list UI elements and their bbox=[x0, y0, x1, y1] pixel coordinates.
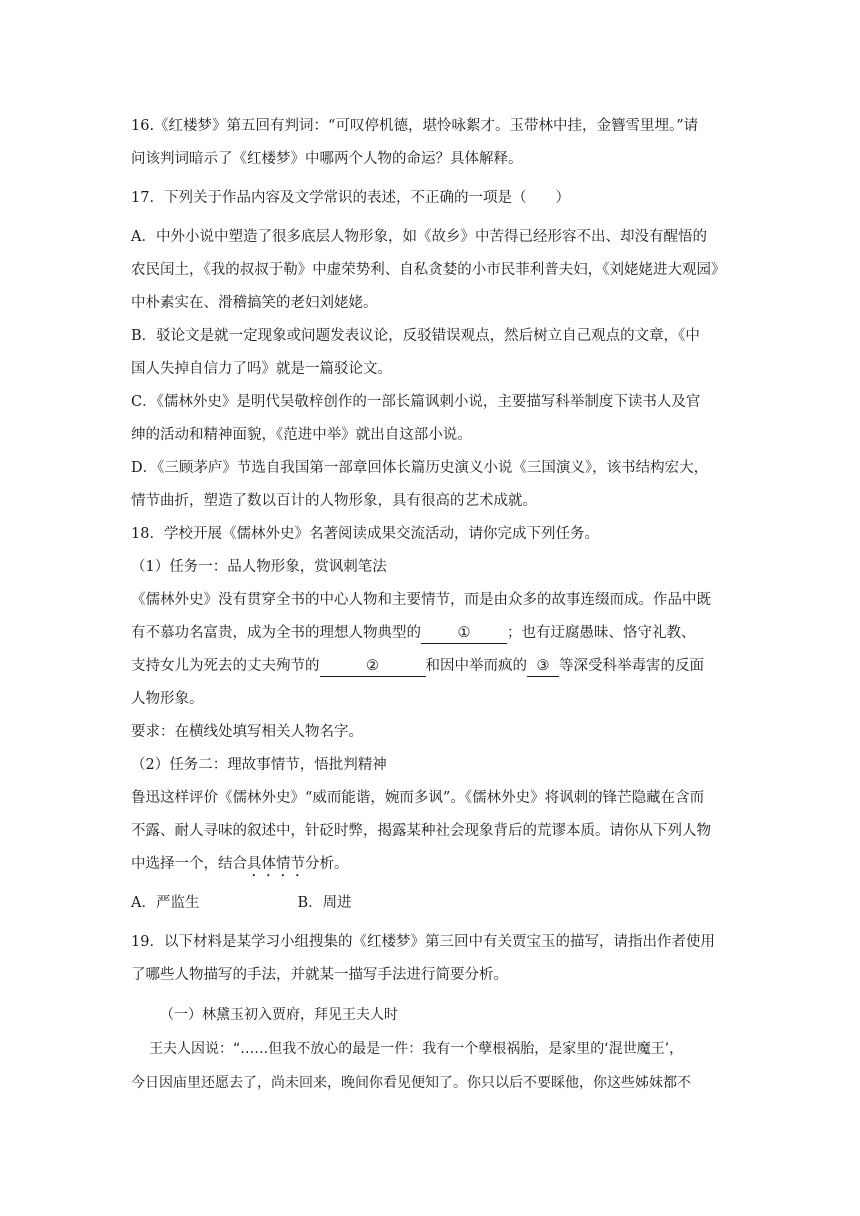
option-line: C．《儒林外史》是明代吴敬梓创作的一部长篇讽刺小说，主要描写科举制度下读书人及官 bbox=[131, 394, 701, 410]
task2-title: （2）任务二：理故事情节，悟批判精神 bbox=[131, 757, 387, 773]
task1-text: 有不慕功名富贵，成为全书的理想人物典型的 ① ；也有迂腐愚昧、恪守礼教、 bbox=[131, 617, 741, 650]
q17-stem: 17．下列关于作品内容及文学常识的表述，不正确的一项是（ ） bbox=[131, 190, 570, 206]
fill-blank-1[interactable]: ① bbox=[421, 623, 507, 644]
q19-line: 了哪些人物描写的手法，并就某一描写手法进行简要分析。 bbox=[131, 967, 508, 983]
excerpt-text: 王夫人因说：“……但我不放心的最是一件：我有一个孽根祸胎，是家里的‘混世魔王’， bbox=[149, 1041, 684, 1057]
excerpt-text: 今日因庙里还愿去了，尚未回来，晚间你看见便知了。你只以后不要睬他，你这些姊妹都不 bbox=[131, 1075, 691, 1091]
question-16 bbox=[131, 110, 741, 176]
question-18 bbox=[131, 518, 741, 920]
option-line: A．中外小说中塑造了很多底层人物形象，如《故乡》中苦得已经形容不出、却没有醒悟的 bbox=[131, 229, 707, 245]
q16-line: 16.《红楼梦》第五回有判词：“可叹停机德，堪怜咏絮才。玉带林中挂，金簪雪里埋。”请 bbox=[131, 118, 699, 134]
option-line: 农民闰土，《我的叔叔于勒》中虚荣势利、自私贪婪的小市民菲利普夫妇，《刘姥姥进大观园》 bbox=[131, 262, 726, 278]
task2-text: 鲁迅这样评价《儒林外史》“威而能谐，婉而多讽”。《儒林外史》将讽刺的锋芒隐藏在含而 bbox=[131, 790, 705, 806]
question-19 bbox=[131, 926, 741, 1100]
q18-stem: 18．学校开展《儒林外史》名著阅读成果交流活动，请你完成下列任务。 bbox=[131, 526, 599, 542]
task1-title: （1）任务一：品人物形象，赏讽刺笔法 bbox=[131, 559, 387, 575]
option-line: 情节曲折，塑造了数以百计的人物形象，具有很高的艺术成就。 bbox=[131, 493, 537, 509]
q19-line: 19．以下材料是某学习小组搜集的《红楼梦》第三回中有关贾宝玉的描写，请指出作者使用 bbox=[131, 934, 715, 950]
q17-option-c bbox=[131, 386, 741, 452]
task2-text: 中选择一个，结合具体情节分析。 bbox=[131, 856, 349, 872]
fill-blank-2[interactable]: ② bbox=[320, 656, 426, 677]
task1-requirement: 要求：在横线处填写相关人物名字。 bbox=[131, 724, 363, 740]
q17-option-d bbox=[131, 452, 741, 518]
question-17 bbox=[131, 182, 741, 518]
q18-options bbox=[131, 887, 741, 920]
choice-a[interactable]: A．严监生 bbox=[131, 895, 200, 911]
option-line: 国人失掉自信力了吗》就是一篇驳论文。 bbox=[131, 361, 392, 377]
option-line: D．《三顾茅庐》节选自我国第一部章回体长篇历史演义小说《三国演义》，该书结构宏大， bbox=[131, 460, 709, 476]
q17-option-a bbox=[131, 221, 741, 320]
task2-text: 不露、耐人寻味的叙述中，针砭时弊，揭露某种社会现象背后的荒谬本质。请你从下列人物 bbox=[131, 823, 711, 839]
option-line: 绅的活动和精神面貌，《范进中举》就出自这部小说。 bbox=[131, 427, 472, 443]
q16-line: 问该判词暗示了《红楼梦》中哪两个人物的命运？具体解释。 bbox=[131, 151, 523, 167]
task1-text: 人物形象。 bbox=[131, 691, 204, 707]
option-line: B．驳论文是就一定现象或问题发表议论，反驳错误观点，然后树立自己观点的文章，《中 bbox=[131, 328, 700, 344]
fill-blank-3[interactable]: ③ bbox=[527, 656, 559, 677]
choice-b[interactable]: B．周进 bbox=[297, 895, 352, 911]
excerpt-section-title: （一）林黛玉初入贾府，拜见王夫人时 bbox=[160, 1007, 398, 1023]
task1-text: 支持女儿为死去的丈夫殉节的 ② 和因中举而疯的 ③ 等深受科举毒害的反面 bbox=[131, 650, 741, 683]
task1-text: 《儒林外史》没有贯穿全书的中心人物和主要情节，而是由众多的故事连缀而成。作品中既 bbox=[131, 592, 711, 608]
emphasized-phrase: 具体情节 bbox=[247, 856, 305, 872]
option-line: 中朴素实在、滑稽搞笑的老妇刘姥姥。 bbox=[131, 295, 378, 311]
q17-option-b bbox=[131, 320, 741, 386]
page-content bbox=[131, 110, 741, 1100]
